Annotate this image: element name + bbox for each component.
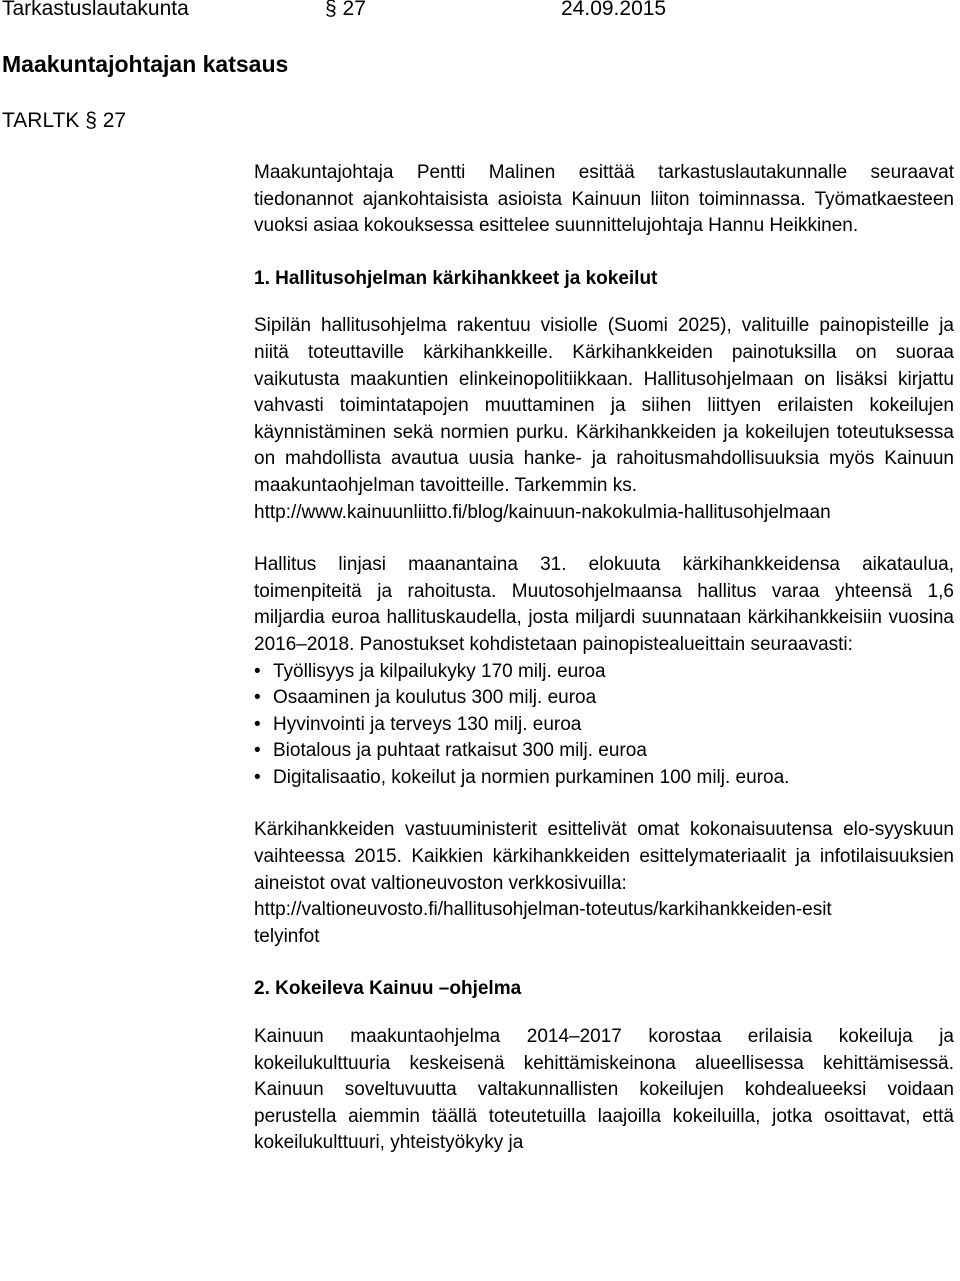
section-2-heading: 2. Kokeileva Kainuu –ohjelma — [254, 978, 522, 1000]
funding-list-item: • Hyvinvointi ja terveys 130 milj. euroa — [254, 712, 954, 739]
section-2-paragraph-1: Kainuun maakuntaohjelma 2014–2017 korostaa erilaisia kokeiluja ja kokeilukulttuuria keskeisenä kehittämiskeinona alueellisessa kehittämisessä. Kainuun soveltuvuutta valtakunnallisten kokeilujen kohdealueeksi voidaan perustella aiemmin täällä toteutetuilla laajoilla kokeiluilla, jotka osoittavat, että kokeilukulttuuri, yhteistyökyky ja — [254, 1026, 954, 1154]
header-date: 24.09.2015 — [561, 0, 667, 20]
funding-list-item: • Osaaminen ja koulutus 300 milj. euroa — [254, 685, 954, 712]
section-1-paragraph-1: Sipilän hallitusohjelma rakentuu visiolle (Suomi 2025), valituille painopisteille ja niitä toteuttaville kärkihankkeille. Kärkihankkeiden painotuksilla on suoraa vaikutusta maakuntien elinkeinopolitiikkaan. Hallitusohjelmaan on lisäksi kirjattu vahvasti toimintatapojen muuttaminen ja siihen liittyen erilaisten kokeilujen käynnistäminen sekä normien purku. Kärkihankkeiden ja kokeilujen toteutuksessa on mahdollista avautua uusia hanke- ja rahoitusmahdollisuuksia myös Kainuun maakuntaohjelman tavoitteille. Tarkemmin ks. — [254, 315, 954, 496]
funding-list-item: • Digitalisaatio, kokeilut ja normien purkaminen 100 milj. euroa. — [254, 765, 954, 792]
funding-list — [254, 659, 954, 792]
intro-paragraph: Maakuntajohtaja Pentti Malinen esittää tarkastuslautakunnalle seuraavat tiedonannot ajankohtaisista asioista Kainuun liiton toiminnassa. Työmatkaesteen vuoksi asiaa kokouksessa esittelee suunnittelujohtaja Hannu Heikkinen. — [254, 162, 954, 237]
funding-list-item: • Työllisyys ja kilpailukyky 170 milj. euroa — [254, 659, 954, 686]
header-section: § 27 — [325, 0, 366, 20]
document-title: Maakuntajohtajan katsaus — [2, 51, 289, 77]
header-committee: Tarkastuslautakunta — [2, 0, 189, 20]
section-reference: TARLTK § 27 — [2, 109, 127, 132]
valtioneuvosto-link[interactable]: http://valtioneuvosto.fi/hallitusohjelman-toteutus/karkihankkeiden-esit — [254, 899, 832, 921]
document-body — [254, 160, 954, 1157]
section-1-paragraph-3: Kärkihankkeiden vastuuministerit esittelivät omat kokonaisuutensa elo-syyskuun vaihteessa 2015. Kaikkien kärkihankkeiden esittelymateriaalit ja infotilaisuuksien aineistot ovat valtioneuvoston verkkosivuilla: — [254, 819, 954, 894]
funding-list-item: • Biotalous ja puhtaat ratkaisut 300 milj. euroa — [254, 738, 954, 765]
section-1-heading: 1. Hallitusohjelman kärkihankkeet ja kokeilut — [254, 267, 658, 289]
valtioneuvosto-link-continued[interactable]: telyinfot — [254, 925, 320, 947]
section-1-paragraph-2: Hallitus linjasi maanantaina 31. elokuuta kärkihankkeidensa aikataulua, toimenpiteitä ja rahoitusta. Muutosohjelmaansa hallitus varaa yhteensä 1,6 miljardia euroa hallituskaudella, josta miljardi suunnataan kärkihankkeisiin vuosina 2016–2018. Panostukset kohdistetaan painopistealueittain seuraavasti: — [254, 554, 954, 655]
kainuunliitto-link[interactable]: http://www.kainuunliitto.fi/blog/kainuun-nakokulmia-hallitusohjelmaan — [254, 501, 831, 523]
